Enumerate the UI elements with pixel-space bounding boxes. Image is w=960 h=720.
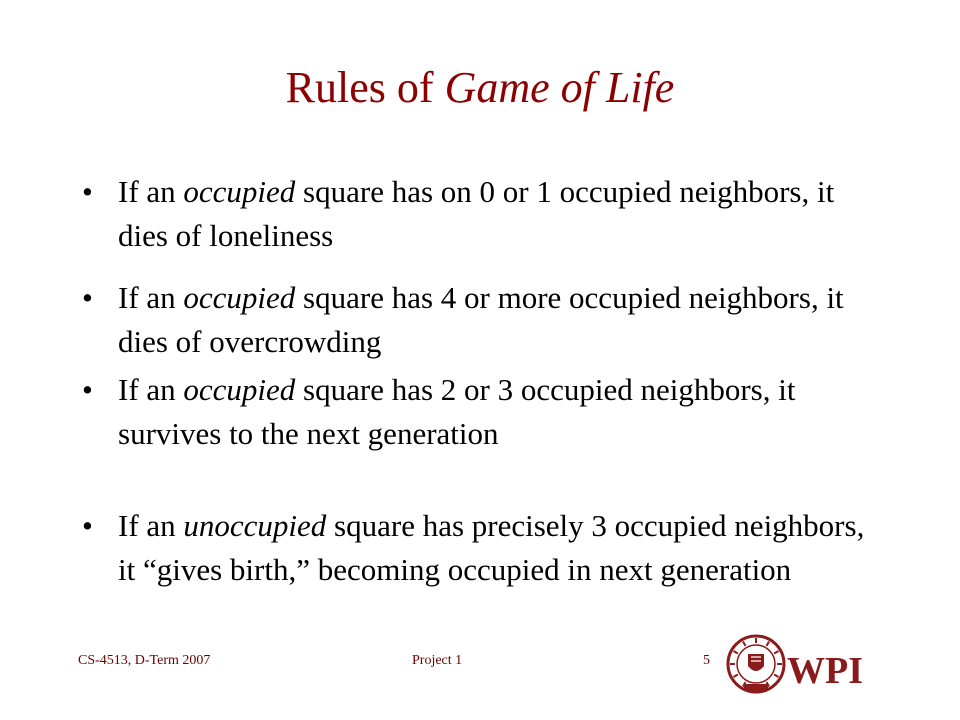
bullet-4 <box>82 504 882 592</box>
footer-project: Project 1 <box>412 653 463 668</box>
slide-title <box>0 58 960 118</box>
footer-course: CS-4513, D-Term 2007 <box>78 653 211 668</box>
bullet-mark: • <box>82 508 93 543</box>
bullet-text-before: If an <box>118 174 184 209</box>
wpi-logo <box>726 626 876 708</box>
bullet-mark: • <box>82 174 93 209</box>
bullet-mark: • <box>82 280 93 315</box>
bullet-text-before: If an <box>118 372 184 407</box>
wpi-wordmark: WPI <box>787 650 863 692</box>
bullet-text-before: If an <box>118 508 184 543</box>
bullet-text-emphasis: occupied <box>183 372 296 407</box>
footer-page-number: 5 <box>703 653 710 668</box>
bullet-text-before: If an <box>118 280 184 315</box>
bullet-text-emphasis: occupied <box>183 174 296 209</box>
title-prefix: Rules of <box>285 63 445 112</box>
bullet-text <box>118 170 882 258</box>
bullet-text <box>118 276 882 364</box>
bullet-3 <box>82 368 882 456</box>
bullet-text-emphasis: unoccupied <box>183 508 327 543</box>
bullet-text-after: square has 2 or 3 occupied neighbors, it survives to the next generation <box>118 372 796 451</box>
bullet-mark: • <box>82 372 93 407</box>
bullet-1 <box>82 170 882 258</box>
bullet-text-after: square has on 0 or 1 occupied neighbors, it dies of loneliness <box>118 174 835 253</box>
title-emphasis: Game of Life <box>444 63 675 112</box>
bullet-text-after: square has precisely 3 occupied neighbors, it “gives birth,” becoming occupied in next generation <box>118 508 865 587</box>
bullet-text <box>118 504 882 592</box>
bullet-text <box>118 368 882 456</box>
wpi-seal-icon <box>728 636 784 692</box>
bullet-text-emphasis: occupied <box>183 280 296 315</box>
bullet-text-after: square has 4 or more occupied neighbors, it dies of overcrowding <box>118 280 844 359</box>
bullet-2 <box>82 276 882 364</box>
